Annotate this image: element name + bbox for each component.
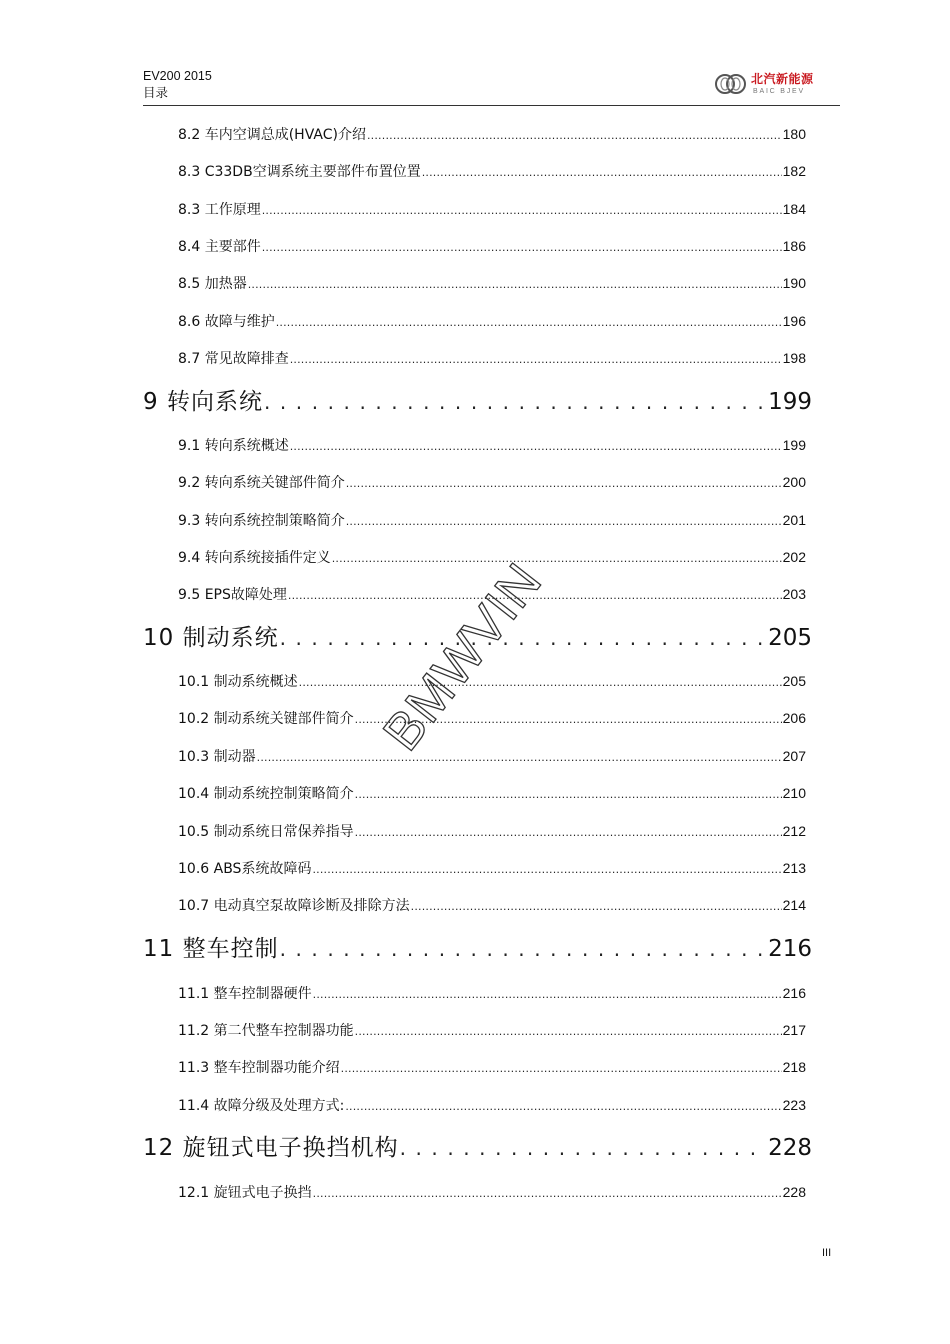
- toc-entry-label: 9.1 转向系统概述: [178, 438, 289, 454]
- toc-entry-page: 210: [782, 785, 806, 801]
- toc-entry-page: 223: [782, 1097, 806, 1113]
- header-rule: [143, 105, 840, 106]
- toc-entry-page: 205: [782, 673, 806, 689]
- dot-leader: [290, 350, 782, 369]
- toc-chapter-label: 10 制动系统: [143, 625, 279, 651]
- toc-entry-page: 200: [782, 474, 806, 490]
- dot-leader: [332, 549, 782, 568]
- toc-entry-page: 203: [782, 586, 806, 602]
- toc-chapter[interactable]: [143, 388, 812, 416]
- toc-entry-label: 8.2 车内空调总成(HVAC)介绍: [178, 127, 366, 143]
- toc-entry[interactable]: [178, 1096, 806, 1116]
- toc-chapter-label: 11 整车控制: [143, 936, 279, 962]
- dot-leader: [341, 1059, 782, 1078]
- dot-leader: [276, 313, 782, 332]
- dot-leader: [355, 785, 782, 804]
- toc-entry-page: 199: [782, 437, 806, 453]
- toc-entry-page: 217: [782, 1022, 806, 1038]
- dot-leader: [290, 437, 782, 456]
- toc-entry-page: 213: [782, 860, 806, 876]
- toc-chapter[interactable]: [143, 1134, 812, 1162]
- dot-leader: [313, 1184, 782, 1203]
- toc-entry-page: 186: [782, 238, 806, 254]
- toc-entry[interactable]: [178, 1183, 806, 1203]
- toc-entry[interactable]: [178, 237, 806, 257]
- toc-entry-label: 11.1 整车控制器硬件: [178, 986, 312, 1002]
- page-number: III: [822, 1247, 832, 1259]
- toc-entry-page: 228: [782, 1184, 806, 1200]
- section-title: 目录: [143, 85, 169, 100]
- toc-entry-label: 8.4 主要部件: [178, 239, 261, 255]
- toc-chapter[interactable]: [143, 935, 812, 963]
- toc-entry-page: 206: [782, 710, 806, 726]
- toc-entry-label: 10.3 制动器: [178, 749, 256, 765]
- toc-entry[interactable]: [178, 1021, 806, 1041]
- dot-leader: [262, 201, 782, 220]
- logo-text-en: BAIC BJEV: [753, 88, 805, 95]
- toc-entry[interactable]: [178, 274, 806, 294]
- toc-entry-label: 9.2 转向系统关键部件简介: [178, 475, 345, 491]
- toc-chapter-page: 205: [768, 625, 812, 651]
- dot-leader: [248, 275, 782, 294]
- toc-entry-label: 9.4 转向系统接插件定义: [178, 550, 331, 566]
- toc-entry-label: 8.5 加热器: [178, 276, 247, 292]
- toc-entry-label: 10.1 制动系统概述: [178, 674, 298, 690]
- document-title: EV200 2015: [143, 69, 212, 83]
- toc-entry-page: 196: [782, 313, 806, 329]
- toc-chapter-page: 199: [768, 389, 812, 415]
- toc-entry[interactable]: [178, 672, 806, 692]
- dot-leader: [411, 897, 782, 916]
- toc-entry-page: 180: [782, 126, 806, 142]
- toc-entry-page: 212: [782, 823, 806, 839]
- dot-leader: [312, 860, 781, 879]
- dot-leader: [346, 474, 782, 493]
- toc-entry[interactable]: [178, 200, 806, 220]
- toc-entry-label: 9.5 EPS故障处理: [178, 587, 287, 603]
- dot-leader: [299, 673, 782, 692]
- toc-entry-label: 8.3 工作原理: [178, 202, 261, 218]
- toc-entry-label: 10.2 制动系统关键部件简介: [178, 711, 354, 727]
- toc-entry[interactable]: [178, 784, 806, 804]
- toc-entry[interactable]: [178, 162, 806, 182]
- toc-entry-label: 10.6 ABS系统故障码: [178, 861, 312, 877]
- logo-rings-icon: [714, 72, 748, 96]
- toc-entry-label: 12.1 旋钮式电子换挡: [178, 1185, 312, 1201]
- toc-entry-label: 9.3 转向系统控制策略简介: [178, 513, 345, 529]
- toc-entry[interactable]: [178, 473, 806, 493]
- toc-entry[interactable]: [178, 349, 806, 369]
- toc-entry-page: 214: [782, 897, 806, 913]
- page-header: [143, 68, 840, 106]
- toc-entry-label: 11.4 故障分级及处理方式:: [178, 1098, 345, 1114]
- toc-entry[interactable]: [178, 747, 806, 767]
- toc-entry-page: 216: [782, 985, 806, 1001]
- toc-entry-label: 8.3 C33DB空调系统主要部件布置位置: [178, 164, 421, 180]
- toc-entry-page: 184: [782, 201, 806, 217]
- toc-entry[interactable]: [178, 984, 806, 1004]
- toc-entry-page: 202: [782, 549, 806, 565]
- dot-leader: [355, 1022, 782, 1041]
- toc-chapter-page: 228: [768, 1135, 812, 1161]
- dot-leader: [355, 823, 782, 842]
- toc-entry-page: 198: [782, 350, 806, 366]
- dot-leader: [367, 126, 782, 145]
- dot-leader: [345, 1097, 781, 1116]
- toc-entry[interactable]: [178, 436, 806, 456]
- toc-entry-page: 207: [782, 748, 806, 764]
- toc-entry-label: 11.3 整车控制器功能介绍: [178, 1060, 340, 1076]
- logo-text-cn: 北汽新能源: [751, 72, 814, 86]
- toc-entry-label: 10.7 电动真空泵故障诊断及排除方法: [178, 898, 410, 914]
- toc-entry-page: 182: [782, 163, 806, 179]
- toc-entry-label: 10.4 制动系统控制策略简介: [178, 786, 354, 802]
- dot-leader: [264, 388, 767, 416]
- watermark: BMWVIN: [372, 552, 554, 762]
- toc-entry-page: 201: [782, 512, 806, 528]
- toc-entry[interactable]: [178, 1058, 806, 1078]
- dot-leader: [346, 512, 782, 531]
- toc-entry-page: 190: [782, 275, 806, 291]
- dot-leader: [400, 1134, 768, 1162]
- toc-chapter-label: 12 旋钮式电子换挡机构: [143, 1135, 399, 1161]
- dot-leader: [262, 238, 782, 257]
- toc-entry-label: 8.7 常见故障排查: [178, 351, 289, 367]
- toc-chapter-page: 216: [768, 936, 812, 962]
- toc-entry[interactable]: [178, 312, 806, 332]
- dot-leader: [422, 163, 782, 182]
- dot-leader: [257, 748, 782, 767]
- toc-entry[interactable]: [178, 859, 806, 879]
- toc-entry-page: 218: [782, 1059, 806, 1075]
- toc-entry-label: 10.5 制动系统日常保养指导: [178, 824, 354, 840]
- toc-entry-label: 11.2 第二代整车控制器功能: [178, 1023, 354, 1039]
- toc-entry[interactable]: [178, 822, 806, 842]
- dot-leader: [280, 935, 768, 963]
- toc-entry[interactable]: [178, 709, 806, 729]
- toc-entry[interactable]: [178, 896, 806, 916]
- toc-entry[interactable]: [178, 511, 806, 531]
- toc-entry[interactable]: [178, 125, 806, 145]
- dot-leader: [313, 985, 782, 1004]
- toc-chapter-label: 9 转向系统: [143, 389, 263, 415]
- toc-entry[interactable]: [178, 548, 806, 568]
- toc-entry-label: 8.6 故障与维护: [178, 314, 275, 330]
- brand-logo: [714, 70, 818, 100]
